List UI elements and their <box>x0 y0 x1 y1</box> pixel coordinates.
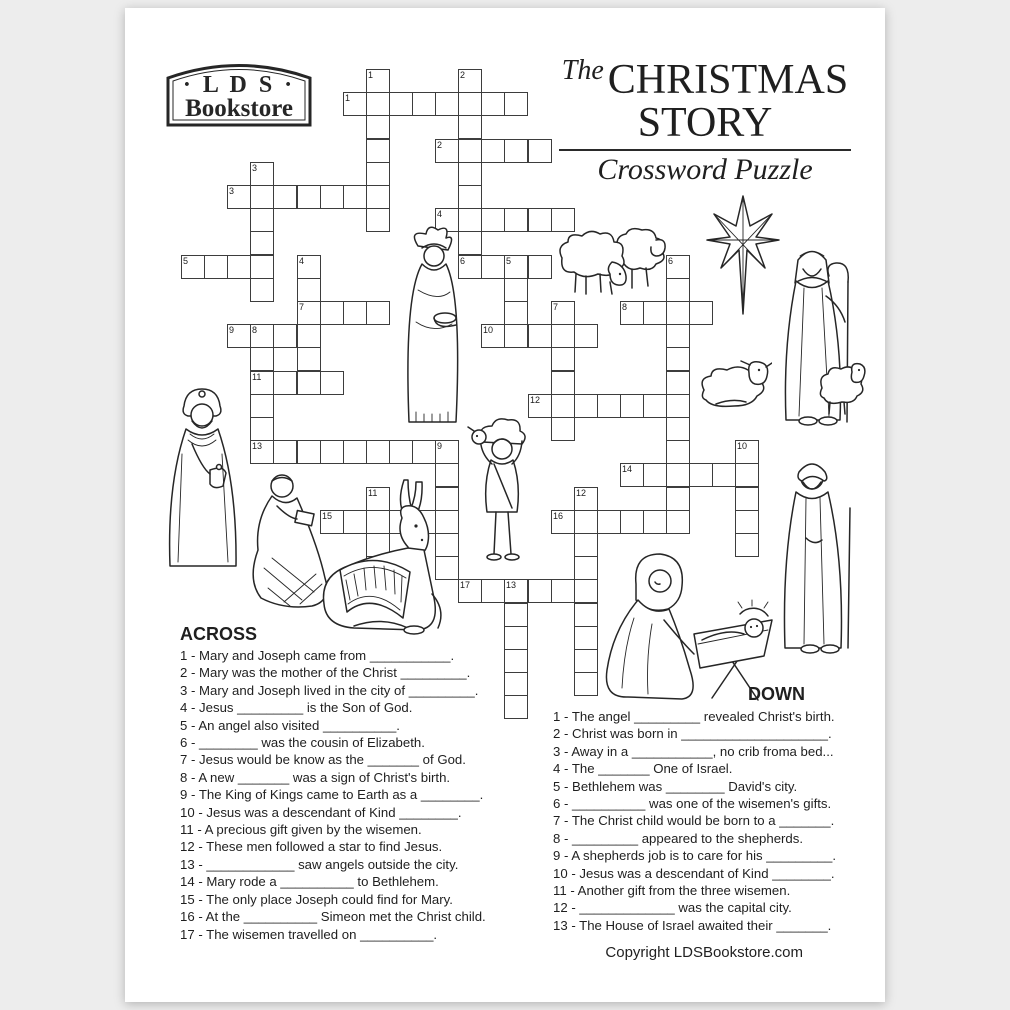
grid-cell <box>366 92 390 116</box>
cell-number: 10 <box>483 325 494 335</box>
grid-cell <box>343 440 367 464</box>
grid-cell <box>481 579 505 603</box>
grid-cell <box>666 324 690 348</box>
grid-cell <box>735 463 759 487</box>
cell-number: 9 <box>229 325 235 335</box>
clue-item: 3 - Mary and Joseph lived in the city of _________. <box>180 682 479 698</box>
cell-number: 7 <box>553 302 559 312</box>
copyright-text: Copyright LDSBookstore.com <box>605 944 803 961</box>
grid-cell <box>250 162 274 186</box>
clue-item: 12 - These men followed a star to find Jesus. <box>180 839 443 855</box>
cell-number: 4 <box>299 256 305 266</box>
grid-cell <box>227 324 251 348</box>
clue-item: 6 - __________ was one of the wisemen's gifts. <box>553 796 832 812</box>
grid-cell <box>574 510 598 534</box>
grid-cell <box>297 278 321 302</box>
title-divider <box>559 149 851 151</box>
grid-cell <box>273 440 297 464</box>
cell-number: 8 <box>622 302 628 312</box>
cell-number: 2 <box>460 70 466 80</box>
clue-item: 8 - A new _______ was a sign of Christ's birth. <box>180 769 451 785</box>
grid-cell <box>297 301 321 325</box>
grid-cell <box>666 487 690 511</box>
wiseman-with-jar-icon <box>152 384 252 572</box>
cell-number: 11 <box>368 488 378 498</box>
clue-item: 11 - A precious gift given by the wisemen. <box>180 822 422 838</box>
cell-number: 17 <box>460 580 471 590</box>
grid-cell <box>273 371 297 395</box>
grid-cell <box>458 162 482 186</box>
grid-cell <box>297 185 321 209</box>
clue-item: 15 - The only place Joseph could find for Mary. <box>180 891 453 907</box>
grid-cell <box>343 301 367 325</box>
grid-cell <box>735 487 759 511</box>
clue-item: 10 - Jesus was a descendant of Kind ________. <box>180 804 462 820</box>
down-clues <box>553 708 836 934</box>
grid-cell <box>458 92 482 116</box>
lds-bookstore-logo <box>163 57 315 129</box>
grid-cell <box>528 255 552 279</box>
grid-cell <box>320 185 344 209</box>
grid-cell <box>297 255 321 279</box>
grid-cell <box>643 394 667 418</box>
grid-cell <box>712 463 736 487</box>
grid-cell <box>297 324 321 348</box>
grid-cell <box>620 463 644 487</box>
clue-item: 4 - The _______ One of Israel. <box>553 761 733 777</box>
down-heading: DOWN <box>748 684 805 704</box>
grid-cell <box>458 579 482 603</box>
grid-cell <box>366 139 390 163</box>
grid-cell <box>666 510 690 534</box>
grid-cell <box>250 231 274 255</box>
small-sheep-icon <box>814 360 866 418</box>
grid-cell <box>481 139 505 163</box>
grid-cell <box>273 324 297 348</box>
cell-number: 13 <box>252 441 263 451</box>
cell-number: 7 <box>299 302 305 312</box>
shepherd-boy-with-lamb-icon <box>458 414 543 566</box>
grid-cell <box>435 92 459 116</box>
cell-number: 15 <box>322 511 333 521</box>
clue-item: 13 - ____________ saw angels outside the city. <box>180 856 459 872</box>
grid-cell <box>458 185 482 209</box>
grid-cell <box>504 672 528 696</box>
grid-cell <box>620 394 644 418</box>
grid-cell <box>528 208 552 232</box>
grid-cell <box>297 440 321 464</box>
grid-cell <box>320 371 344 395</box>
joseph-standing-icon <box>762 450 864 655</box>
clue-item: 14 - Mary rode a __________ to Bethlehem. <box>180 874 439 890</box>
clue-item: 12 - _____________ was the capital city. <box>553 900 792 916</box>
grid-cell <box>250 371 274 395</box>
grid-cell <box>735 510 759 534</box>
grid-cell <box>366 162 390 186</box>
grid-cell <box>504 324 528 348</box>
clue-item: 5 - An angel also visited __________. <box>180 717 400 733</box>
grid-cell <box>643 463 667 487</box>
grid-cell <box>504 649 528 673</box>
clue-item: 9 - The King of Kings came to Earth as a ________. <box>180 787 484 803</box>
grid-cell <box>551 301 575 325</box>
page-title <box>540 48 870 103</box>
clue-item: 5 - Bethlehem was ________ David's city. <box>553 778 798 794</box>
grid-cell <box>181 255 205 279</box>
wiseman-with-bowl-icon <box>390 226 468 426</box>
logo-line2: Bookstore <box>185 95 293 122</box>
grid-cell <box>666 278 690 302</box>
grid-cell <box>250 324 274 348</box>
grid-cell <box>504 92 528 116</box>
cell-number: 14 <box>622 464 633 474</box>
grid-cell <box>389 440 413 464</box>
grid-cell <box>597 394 621 418</box>
grid-cell <box>366 69 390 93</box>
grid-cell <box>435 139 459 163</box>
grid-cell <box>412 92 436 116</box>
clue-item: 7 - The Christ child would be born to a _______. <box>553 813 835 829</box>
clue-item: 10 - Jesus was a descendant of Kind ________. <box>553 865 835 881</box>
grid-cell <box>366 208 390 232</box>
logo-line1: · L D S · <box>182 72 296 98</box>
grid-cell <box>620 510 644 534</box>
grid-cell <box>481 208 505 232</box>
grid-cell <box>666 255 690 279</box>
cell-number: 4 <box>437 209 443 219</box>
grid-cell <box>504 301 528 325</box>
grid-cell <box>620 301 644 325</box>
cell-number: 5 <box>183 256 189 266</box>
grid-cell <box>250 394 274 418</box>
cell-number: 5 <box>506 256 512 266</box>
grid-cell <box>481 255 505 279</box>
grid-cell <box>250 255 274 279</box>
grid-cell <box>250 208 274 232</box>
grid-cell <box>504 139 528 163</box>
grid-cell <box>735 533 759 557</box>
clue-item: 3 - Away in a ___________, no crib froma bed... <box>553 743 834 759</box>
cell-number: 9 <box>437 441 443 451</box>
cell-number: 2 <box>437 140 443 150</box>
grid-cell <box>504 603 528 627</box>
cell-number: 6 <box>668 256 674 266</box>
cell-number: 8 <box>252 325 258 335</box>
grid-cell <box>250 417 274 441</box>
clue-item: 16 - At the __________ Simeon met the Christ child. <box>180 909 486 925</box>
grid-cell <box>412 440 436 464</box>
grid-cell <box>551 394 575 418</box>
grid-cell <box>666 347 690 371</box>
donkey-with-saddle-icon <box>316 468 446 646</box>
clue-item: 6 - ________ was the cousin of Elizabeth. <box>180 735 425 751</box>
cell-number: 13 <box>506 580 517 590</box>
grid-cell <box>666 371 690 395</box>
clue-item: 7 - Jesus would be know as the _______ of God. <box>180 752 466 768</box>
cell-number: 3 <box>252 163 258 173</box>
grid-cell <box>551 417 575 441</box>
grid-cell <box>250 185 274 209</box>
grid-cell <box>227 185 251 209</box>
lamb-lying-icon <box>694 356 772 414</box>
grid-cell <box>227 255 251 279</box>
grid-cell <box>366 440 390 464</box>
clue-item: 4 - Jesus _________ is the Son of God. <box>180 700 413 716</box>
grid-cell <box>504 255 528 279</box>
title-lead: The <box>561 55 604 86</box>
grid-cell <box>297 371 321 395</box>
clue-item: 2 - Mary was the mother of the Christ _________. <box>180 665 471 681</box>
cell-number: 16 <box>553 511 564 521</box>
grid-cell <box>666 301 690 325</box>
grid-cell <box>297 347 321 371</box>
grid-cell <box>250 278 274 302</box>
clue-item: 17 - The wisemen travelled on __________. <box>180 926 438 942</box>
cell-number: 12 <box>576 488 587 498</box>
grid-cell <box>343 92 367 116</box>
grid-cell <box>574 487 598 511</box>
grid-cell <box>551 347 575 371</box>
title-block <box>540 48 870 187</box>
grid-cell <box>666 394 690 418</box>
grid-cell <box>551 579 575 603</box>
grid-cell <box>273 185 297 209</box>
cell-number: 6 <box>460 256 466 266</box>
grid-cell <box>574 394 598 418</box>
grid-cell <box>366 185 390 209</box>
grid-cell <box>320 440 344 464</box>
grid-cell <box>504 208 528 232</box>
clue-item: 9 - A shepherds job is to care for his _________. <box>553 848 836 864</box>
grid-cell <box>366 301 390 325</box>
title-line1: CHRISTMAS <box>607 57 849 103</box>
grid-cell <box>320 301 344 325</box>
grid-cell <box>574 324 598 348</box>
cell-number: 1 <box>368 70 374 80</box>
title-line2: STORY <box>637 100 773 146</box>
grid-cell <box>666 463 690 487</box>
grid-cell <box>458 69 482 93</box>
across-heading: ACROSS <box>180 624 258 644</box>
grid-cell <box>204 255 228 279</box>
grid-cell <box>250 440 274 464</box>
clue-item: 1 - The angel _________ revealed Christ's birth. <box>553 709 835 724</box>
grid-cell <box>343 185 367 209</box>
clue-item: 8 - _________ appeared to the shepherds. <box>553 830 804 846</box>
grid-cell <box>504 626 528 650</box>
grid-cell <box>528 579 552 603</box>
grid-cell <box>551 324 575 348</box>
grid-cell <box>389 92 413 116</box>
cell-number: 3 <box>229 186 235 196</box>
cell-number: 11 <box>252 372 262 382</box>
grid-cell <box>504 278 528 302</box>
title-subtitle: Crossword Puzzle <box>597 153 813 186</box>
across-clues <box>180 647 486 943</box>
grid-cell <box>689 463 713 487</box>
grid-cell <box>666 440 690 464</box>
cell-number: 10 <box>737 441 748 451</box>
cell-number: 1 <box>345 93 351 103</box>
clue-item: 1 - Mary and Joseph came from ___________. <box>180 648 455 663</box>
grid-cell <box>250 347 274 371</box>
cell-number: 12 <box>530 395 541 405</box>
grid-cell <box>597 510 621 534</box>
grid-cell <box>504 695 528 719</box>
sheep-pair-icon <box>554 226 666 302</box>
grid-cell <box>458 115 482 139</box>
grid-cell <box>666 417 690 441</box>
grid-cell <box>643 301 667 325</box>
grid-cell <box>735 440 759 464</box>
clue-item: 2 - Christ was born in ____________________. <box>553 726 832 742</box>
grid-cell <box>435 440 459 464</box>
grid-cell <box>551 510 575 534</box>
grid-cell <box>528 324 552 348</box>
clue-item: 13 - The House of Israel awaited their _______. <box>553 917 832 933</box>
grid-cell <box>643 510 667 534</box>
grid-cell <box>504 579 528 603</box>
grid-cell <box>458 139 482 163</box>
grid-cell <box>528 139 552 163</box>
grid-cell <box>481 92 505 116</box>
grid-cell <box>481 324 505 348</box>
grid-cell <box>551 371 575 395</box>
grid-cell <box>366 115 390 139</box>
clue-item: 11 - Another gift from the three wisemen. <box>553 883 791 899</box>
